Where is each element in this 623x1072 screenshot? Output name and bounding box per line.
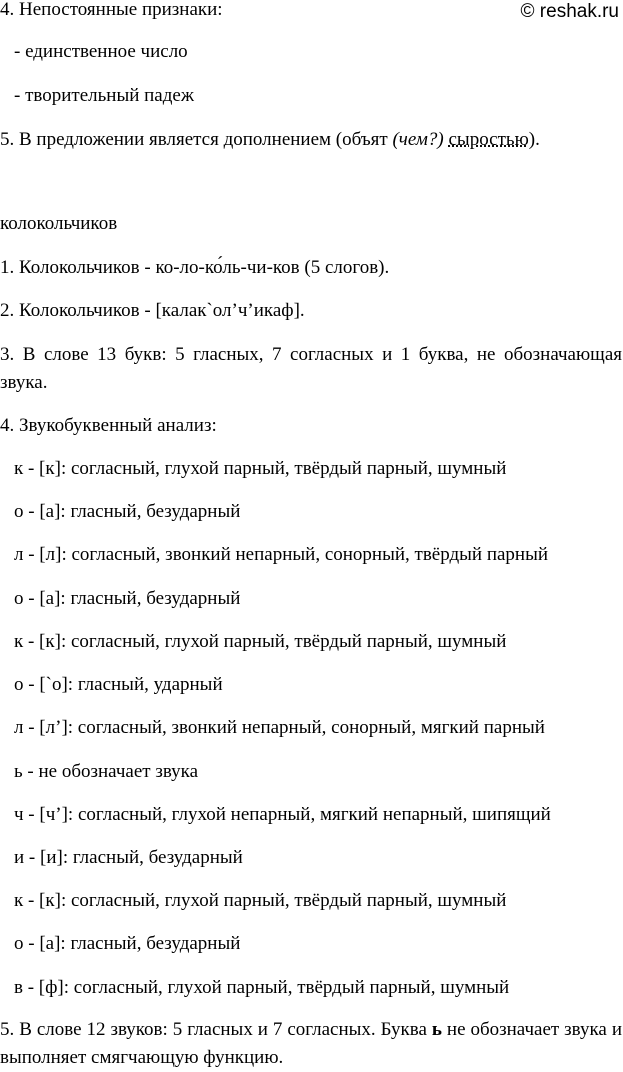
section-title-variable-features: 4. Непостоянные признаки: (0, 0, 223, 20)
analysis-row: в - [ф]: согласный, глухой парный, твёрдый парный, шумный (14, 977, 510, 998)
role-word: сыростью (448, 129, 529, 150)
role-text-before: 5. В предложении является дополнением (объят (0, 129, 393, 150)
feature-number: - единственное число (14, 41, 188, 62)
syntactic-role-line: 5. В предложении является дополнением (объят (чем?) сыростью). (0, 129, 540, 150)
analysis-row: ч - [ч’]: согласный, глухой непарный, мягкий непарный, шипящий (14, 804, 551, 825)
analysis-row: к - [к]: согласный, глухой парный, твёрдый парный, шумный (14, 890, 507, 911)
analysis-row: к - [к]: согласный, глухой парный, твёрдый парный, шумный (14, 631, 507, 652)
syllables-item: 1. Колокольчиков - ко-ло-ко́ль-чи-ков (5 слогов). (0, 257, 390, 278)
analysis-row: ь - не обозначает звука (14, 761, 199, 782)
analysis-row: о - [а]: гласный, безударный (14, 501, 241, 522)
watermark: © reshak.ru (520, 1, 619, 22)
letters-count-item: 3. В слове 13 букв: 5 гласных, 7 согласных и 1 буква, не обозначающая звука. (0, 344, 622, 393)
analysis-row: о - [`о]: гласный, ударный (14, 674, 223, 695)
summary-before: 5. В слове 12 звуков: 5 гласных и 7 согласных. Буква (0, 1019, 432, 1040)
analysis-row: и - [и]: гласный, безударный (14, 847, 243, 868)
transcription-item: 2. Колокольчиков - [калак`ол’ч’икаф]. (0, 300, 305, 321)
sounds-summary (0, 1016, 622, 1072)
word-heading: колокольчиков (0, 213, 118, 234)
feature-case: - творительный падеж (14, 85, 194, 106)
summary-after: не обозначает звука и выполняет смягчающую функцию. (0, 1019, 622, 1068)
analysis-row: к - [к]: согласный, глухой парный, твёрдый парный, шумный (14, 458, 507, 479)
analysis-row: о - [а]: гласный, безударный (14, 933, 241, 954)
analysis-row: л - [л]: согласный, звонкий непарный, сонорный, твёрдый парный (14, 544, 549, 565)
role-question: (чем?) (392, 129, 444, 150)
summary-letter: ь (431, 1019, 442, 1040)
analysis-row: л - [л’]: согласный, звонкий непарный, сонорный, мягкий парный (14, 717, 545, 738)
analysis-heading: 4. Звукобуквенный анализ: (0, 415, 217, 436)
analysis-row: о - [а]: гласный, безударный (14, 588, 241, 609)
